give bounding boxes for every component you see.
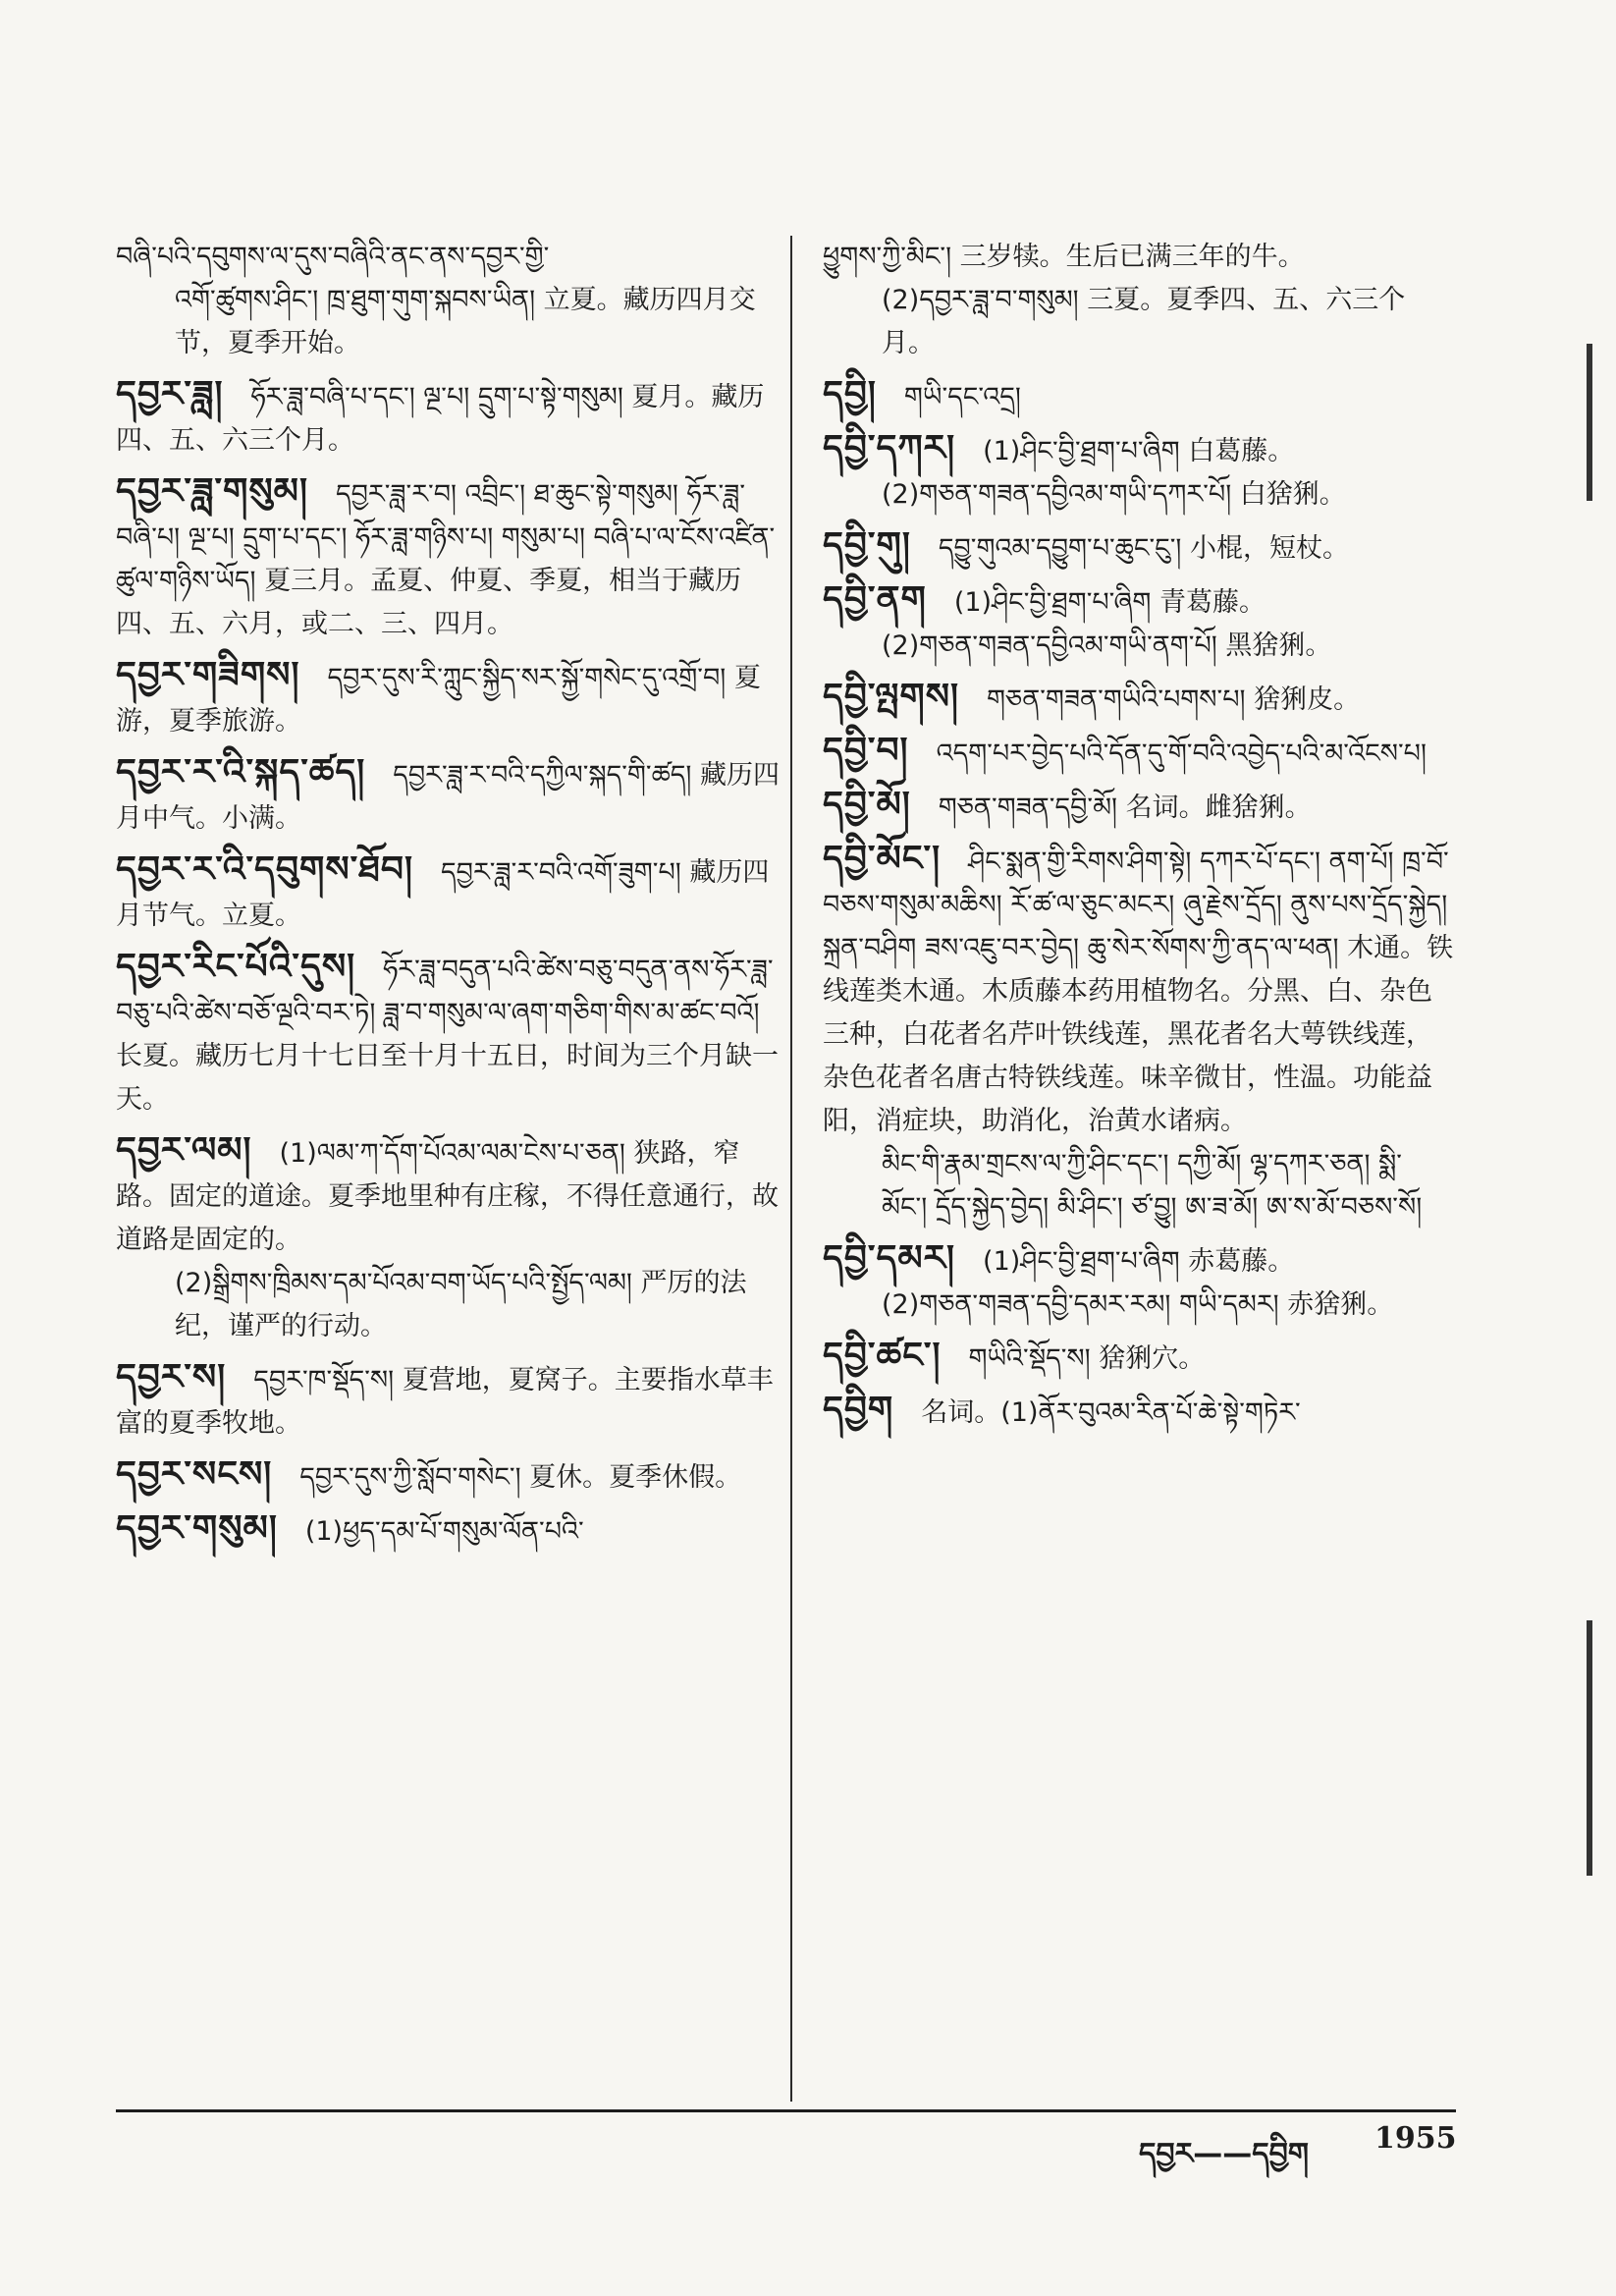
dictionary-entry xyxy=(116,470,783,646)
entry-headword: དབྱི་ལྤགས། xyxy=(823,677,960,717)
running-head: དབྱར——དབྱིག xyxy=(1139,2137,1310,2171)
dictionary-entry xyxy=(823,524,1456,571)
scan-edge-mark xyxy=(1587,344,1592,501)
entry-definition: འདག་པར་བྱེད་པའི་དོན་དུ་གོ་བའི་འབྱེད་པའི་མ་འོངས་པ། xyxy=(936,738,1427,769)
dictionary-entry xyxy=(823,1335,1456,1381)
dictionary-entry xyxy=(823,373,1456,419)
dictionary-entry xyxy=(116,1507,783,1554)
entry-definition: མིང་གི་རྣམ་གྲངས་ལ་ཀྱི་ཤིང་དང་། དཀྱི་མོ། ལྷ་དཀར་ཅན། སྨི་མོང་། དྲོད་སྐྱེད་བྱེད། མི་ཤིང་། ཙ་བྱུ། ཨ་ཟ་མོ། ཨ་ས་མོ་བཅས་སོ། xyxy=(882,1149,1423,1223)
entry-definition: དབྱར་དུས་རི་ཀླུང་སྐྱིད་སར་སྐྱོ་གསེང་དུ་འགྲོ་བ། 夏游，夏季旅游。 xyxy=(116,663,761,737)
dictionary-entry xyxy=(823,1237,1456,1327)
entry-definition: ཕྱུགས་ཀྱི་མིང་། 三岁犊。生后已满三年的牛。 xyxy=(823,242,1305,272)
left-column xyxy=(116,236,783,1561)
entry-definition: དབྱར་ཁ་སྡོད་ས། 夏营地，夏窝子。主要指水草丰富的夏季牧地。 xyxy=(116,1365,774,1439)
entry-definition: དབྱར་ཟླ་ར་བའི་དཀྱིལ་སྐད་གི་ཚད། 藏历四月中气。小满。 xyxy=(116,760,780,834)
entry-definition: བཞི་པའི་དབུགས་ལ་དུས་བཞིའི་ནང་ནས་དབྱར་གྱི་ xyxy=(116,242,550,272)
entry-definition: (1)ཤིང་བྱི་ཐྲག་པ་ཞིག 青葛藤。 xyxy=(953,587,1266,618)
entry-definition: གཡི་དང་འདྲ། xyxy=(903,382,1021,412)
entry-headword: དབྱི་དཀར། xyxy=(823,428,956,468)
footer-rule xyxy=(116,2109,1456,2112)
entry-definition: དབྱར་དུས་ཀྱི་སློབ་གསེང་། 夏休。夏季休假。 xyxy=(299,1462,742,1493)
entry-headword: དབྱི། xyxy=(823,374,877,414)
entry-definition: (1)ཕྱད་དམ་པོ་གསུམ་ལོན་པའི་ xyxy=(304,1516,584,1547)
dictionary-entry xyxy=(823,1389,1456,1435)
dictionary-entry xyxy=(823,427,1456,517)
entry-headword: དབྱར་ཟླ་གསུམ། xyxy=(116,471,308,512)
entry-definition: (2)སྒྲིགས་ཁྲིམས་དམ་པོའམ་བག་ཡོད་པའི་སྤྱོད་ལམ། 严厉的法纪，谨严的行动。 xyxy=(175,1268,747,1341)
dictionary-entry xyxy=(116,1453,783,1500)
entry-definition: ཤིང་སྨན་གྱི་རིགས་ཤིག་སྟེ། དཀར་པོ་དང་། ནག་པོ། ཁྲ་བོ་བཅས་གསུམ་མཆིས། རོ་ཚ་ལ་ཅུང་མངར། ཞུ་རྗེས་དྲོད། ནུས་པས་དྲོད་སྐྱེད། སྐྲན་བཤིག ཟས་འཇུ་བར་བྱེད། ཆུ་སེར་སོགས་ཀྱི་ནད་ལ་ཕན། 木通。铁线莲类木通。木质藤本药用植物名。分黑、白、杂色三种，白花者名芹叶铁线莲，黑花者名大萼铁线莲，杂色花者名唐古特铁线莲。味辛微甘，性温。功能益阳，消症块，助消化，治黄水诸病。 xyxy=(823,847,1454,1136)
entry-headword: དབྱིག xyxy=(823,1390,894,1430)
entry-definition: (2)གཅན་གཟན་དབྱིའམ་གཡི་ནག་པོ། 黑猞猁。 xyxy=(882,630,1332,661)
entry-definition: གཅན་གཟན་གཡིའི་པགས་པ། 猞猁皮。 xyxy=(987,684,1361,715)
entry-definition: གཡིའི་སྡོད་ས། 猞猁穴。 xyxy=(968,1343,1206,1374)
dictionary-entry xyxy=(116,751,783,841)
page-number: 1955 xyxy=(1374,2121,1457,2156)
entry-headword: དབྱར་ལམ། xyxy=(116,1130,252,1171)
entry-headword: དབྱར་ར་འི་དབུགས་ཐོབ། xyxy=(116,849,413,890)
entry-headword: དབྱི་དམར། xyxy=(823,1238,956,1279)
entry-definition: 名词。(1)ནོར་བུའམ་རིན་པོ་ཆེ་སྟེ་གཏེར་ xyxy=(921,1397,1301,1428)
entry-definition: གཅན་གཟན་དབྱི་མོ། 名词。雌猞猁。 xyxy=(938,793,1312,823)
entry-definition: (1)ལམ་ཀ་དོག་པོའམ་ལམ་ངེས་པ་ཅན། 狭路，窄路。固定的道途。夏季地里种有庄稼，不得任意通行，故道路是固定的。 xyxy=(116,1138,779,1255)
column-divider xyxy=(790,236,792,2102)
entry-definition: (2)གཅན་གཟན་དབྱིའམ་གཡི་དཀར་པོ། 白猞猁。 xyxy=(882,479,1346,510)
entry-headword: དབྱི་གུ། xyxy=(823,525,911,566)
dictionary-entry xyxy=(823,236,1456,365)
dictionary-entry xyxy=(823,784,1456,830)
entry-definition: (1)ཤིང་བྱི་ཐྲག་པ་ཞིག 白葛藤。 xyxy=(983,436,1295,466)
entry-headword: དབྱར་ཟླ། xyxy=(116,374,224,414)
entry-definition: འགོ་ཚུགས་ཤིང་། ཁྲ་ཐུག་གུག་སྐབས་ཡིན། 立夏。藏历四月交节，夏季开始。 xyxy=(175,285,756,358)
entry-headword: དབྱི་མོང་། xyxy=(823,839,942,879)
dictionary-entry xyxy=(116,848,783,938)
entry-headword: དབྱར་རིང་པོའི་དུས། xyxy=(116,947,356,987)
entry-headword: དབྱར་ས། xyxy=(116,1357,227,1397)
entry-headword: དབྱི་ཚང་། xyxy=(823,1336,942,1376)
entry-headword: དབྱི་བ། xyxy=(823,731,909,771)
entry-definition: (2)གཅན་གཟན་དབྱི་དམར་རམ། གཡི་དམར། 赤猞猁。 xyxy=(882,1289,1394,1320)
dictionary-entry xyxy=(823,730,1456,776)
entry-headword: དབྱར་ར་འི་སྐད་ཚད། xyxy=(116,752,366,793)
entry-definition: (2)དབྱར་ཟླ་བ་གསུམ། 三夏。夏季四、五、六三个月。 xyxy=(882,285,1406,358)
dictionary-entry xyxy=(116,946,783,1121)
right-column xyxy=(823,236,1456,1443)
entry-definition: དབྱར་ཟླ་ར་བ། འབྲིང་། ཐ་ཆུང་སྟེ་གསུམ། ཧོར་ཟླ་བཞི་པ། ལྔ་པ། དྲུག་པ་དང་། ཧོར་ཟླ་གཉིས་པ། གསུམ་པ། བཞི་པ་ལ་ངོས་འཛིན་ཚུལ་གཉིས་ཡོད། 夏三月。孟夏、仲夏、季夏，相当于藏历四、五、六月，或二、三、四月。 xyxy=(116,479,776,639)
scan-edge-mark xyxy=(1587,1620,1592,1876)
entry-headword: དབྱར་གསུམ། xyxy=(116,1508,278,1549)
entry-headword: དབྱར་སངས། xyxy=(116,1454,273,1495)
entry-definition: དབྱུ་གུའམ་དབྱུག་པ་ཆུང་ངུ་། 小棍，短杖。 xyxy=(938,533,1349,564)
entry-definition: (1)ཤིང་བྱི་ཐྲག་པ་ཞིག 赤葛藤。 xyxy=(983,1246,1295,1277)
entry-headword: དབྱར་གཟིགས། xyxy=(116,655,300,695)
dictionary-entry xyxy=(116,654,783,743)
dictionary-entry xyxy=(116,236,783,365)
dictionary-entry xyxy=(116,1129,783,1348)
dictionary-entry xyxy=(116,373,783,463)
dictionary-entry xyxy=(823,578,1456,668)
dictionary-entry xyxy=(823,676,1456,722)
entry-definition: དབྱར་ཟླ་ར་བའི་འགོ་ཟུག་པ། 藏历四月节气。立夏。 xyxy=(116,857,770,931)
entry-headword: དབྱི་མོ། xyxy=(823,785,911,825)
entry-headword: དབྱི་ནག xyxy=(823,579,927,620)
entry-definition: ཧོར་ཟླ་བདུན་པའི་ཚེས་བཅུ་བདུན་ནས་ཧོར་ཟླ་བཅུ་པའི་ཚེས་བཅོ་ལྔའི་བར་ཏེ། ཟླ་བ་གསུམ་ལ་ཞག་གཅིག་གིས་མ་ཚང་བའོ། 长夏。藏历七月十七日至十月十五日，时间为三个月缺一天。 xyxy=(116,955,779,1115)
dictionary-entry xyxy=(116,1356,783,1446)
entry-definition: ཧོར་ཟླ་བཞི་པ་དང་། ལྔ་པ། དྲུག་པ་སྟེ་གསུམ། 夏月。藏历四、五、六三个月。 xyxy=(116,382,765,456)
dictionary-entry xyxy=(823,838,1456,1230)
